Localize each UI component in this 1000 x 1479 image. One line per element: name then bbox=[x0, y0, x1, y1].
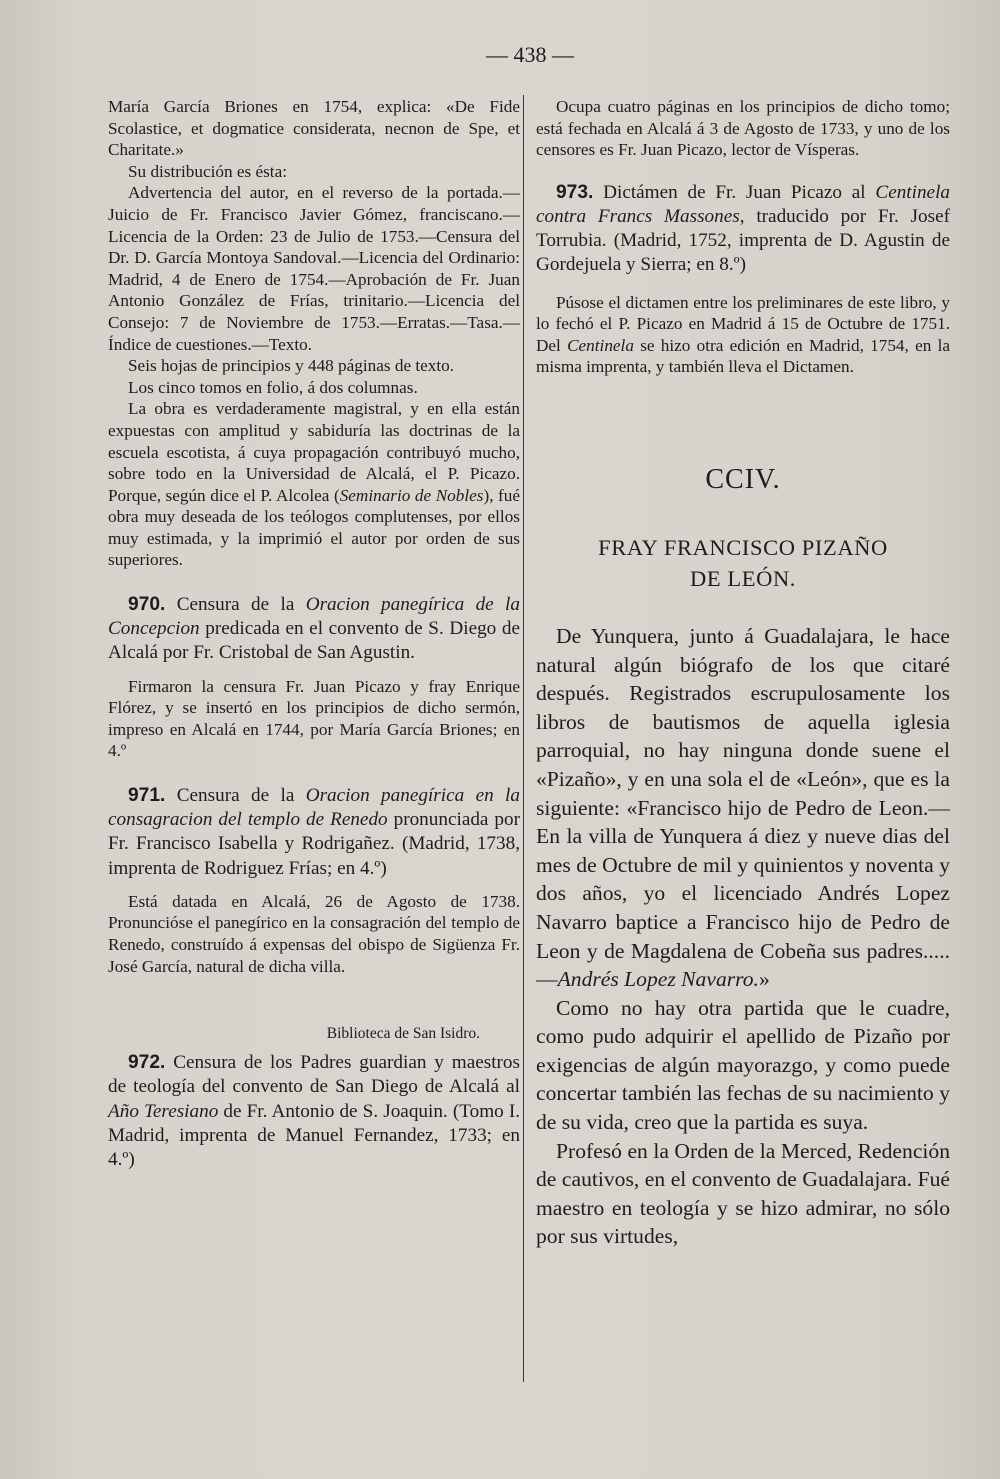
entry-972: 972. Censura de los Padres guardian y maestros de teología del convento de San Diego de Alcalá al Año Teresiano de Fr. Antonio de S. Joaquin. (Tomo I. Madrid, imprenta de Manuel Fernandez, 1733; en 4.º) bbox=[108, 1052, 521, 1171]
biography-paragraph-2: Como no hay otra partida que le cuadre, como pudo adquirir el apellido de Pizaño por exigencias de algún mayorazgo, y como puede concertar también las fechas de su nacimiento y de su vida, creo que la partida es suya. bbox=[536, 995, 950, 1135]
entry-number: 970. bbox=[128, 594, 166, 616]
chapter-number: CCIV. bbox=[705, 463, 781, 495]
page-number: — 438 — bbox=[486, 42, 574, 67]
italic-signature: Andrés Lopez Navarro. bbox=[557, 967, 759, 992]
entry-971-note: Está datada en Alcalá, 26 de Agosto de 1738. Pronuncióse el panegírico en la consagración del templo de Renedo, construído á expensas del obispo de Sigüenza Fr. José García, natural de dicha villa. bbox=[108, 891, 520, 976]
paragraph-intro: María García Briones en 1754, explica: «De Fide Scolastice, et dogmatice considerata, necnon de Spe, et Charitate.» bbox=[108, 97, 520, 160]
paragraph-occupies: Ocupa cuatro páginas en los principios de dicho tomo; está fechada en Alcalá á 3 de Agosto de 1733, y uno de los censores es Fr. Juan Picazo, lector de Vísperas. bbox=[536, 97, 950, 160]
paragraph-contents-list: Advertencia del autor, en el reverso de la portada.—Juicio de Fr. Francisco Javier Gómez, franciscano.—Licencia de la Orden: 23 de Julio de 1753.—Censura del Dr. D. García Montoya Sandoval.—Licencia del Ordinario: Madrid, 4 de Enero de 1754.—Aprobación de Fr. Juan Antonio González de Frías, trinitario.—Licencia del Consejo: 7 de Noviembre de 1753.—Erratas.—Tasa.—Índice de cuestiones.—Texto. bbox=[108, 183, 520, 354]
column-divider bbox=[523, 95, 524, 1382]
biography-paragraph-3: Profesó en la Orden de la Merced, Redención de cautivos, en el convento de Guadalajara. Fué maestro en teología y se hizo admirar, no sólo por sus virtudes, bbox=[536, 1138, 950, 1249]
italic-title: Oracion panegírica en la consagracion del templo de Renedo bbox=[108, 785, 520, 831]
entry-973: 973. Dictámen de Fr. Juan Picazo al Centinela contra Francs Massones, traducido por Fr. Josef Torrubia. (Madrid, 1752, imprenta de D. Agustin de Gordejuela y Sierra; en 8.º) bbox=[536, 181, 950, 276]
italic-title: Año Teresiano bbox=[108, 1100, 219, 1122]
paragraph-volumes: Los cinco tomos en folio, á dos columnas. bbox=[128, 377, 418, 397]
entry-971: 971. Censura de la Oracion panegírica en la consagracion del templo de Renedo pronunciada por Fr. Francisco Isabella y Rodrigañez. (Madrid, 1738, imprenta de Rodriguez Frías; en 4.º) bbox=[108, 785, 520, 879]
biography-paragraph-1: De Yunquera, junto á Guadalajara, le hace natural algún biógrafo de los que citaré después. Registrados escrupulosamente los libros de bautismos de aquella iglesia parroquial, no hay ninguna donde suene el «Pizaño», y en una sola el de «León», que es la siguiente: «Francisco hijo de Pedro de Leon.—En la villa de Yunquera á diez y nueve dias del mes de Octubre de mil y quinientos y noventa y dos años, yo el licenciado Andrés Lopez Navarro baptice a Francisco hijo de Pedro de Leon y de Magdalena de Cobeña sus padres.....—Andrés Lopez Navarro.» bbox=[536, 623, 950, 992]
chapter-title-line1: FRAY FRANCISCO PIZAÑO bbox=[598, 534, 888, 560]
paragraph-distribution: Su distribución es ésta: bbox=[128, 161, 287, 181]
italic-title: Oracion panegírica de la Concepcion bbox=[108, 594, 520, 640]
source-line: Biblioteca de San Isidro. bbox=[326, 1025, 480, 1043]
italic-title: Seminario de Nobles bbox=[339, 485, 484, 505]
chapter-title-line2: DE LEÓN. bbox=[689, 565, 797, 591]
left-column bbox=[108, 96, 520, 1172]
italic-title: Centinela contra Francs Massones bbox=[536, 181, 950, 227]
entry-number: 971. bbox=[128, 785, 166, 807]
entry-number: 973. bbox=[556, 181, 594, 203]
entry-number: 972. bbox=[128, 1052, 166, 1074]
right-column bbox=[536, 96, 950, 1251]
italic-title: Centinela bbox=[567, 335, 634, 355]
entry-973-note: Púsose el dictamen entre los preliminares de este libro, y lo fechó el P. Picazo en Madrid á 15 de Octubre de 1751. Del Centinela se hizo otra edición en Madrid, 1754, en la misma imprenta, y también lleva el Dictamen. bbox=[536, 292, 950, 377]
paragraph-sheets: Seis hojas de principios y 448 páginas de texto. bbox=[128, 356, 455, 376]
entry-970-note: Firmaron la censura Fr. Juan Picazo y fray Enrique Flórez, y se insertó en los principios de dicho sermón, impreso en Alcalá en 1744, por María García Briones; en 4.º bbox=[108, 676, 520, 761]
paragraph-work-description: La obra es verdaderamente magistral, y en ella están expuestas con amplitud y sabiduría las doctrinas de la escuela escotista, á cuya propagación contribuyó mucho, sobre todo en la Universidad de Alcalá, el P. Picazo. Porque, según dice el P. Alcolea (Seminario de Nobles), fué obra muy deseada de los teólogos complutenses, por ellos muy estimada, y la imprimió el autor por orden de sus superiores. bbox=[108, 399, 521, 570]
entry-970: 970. Censura de la Oracion panegírica de la Concepcion predicada en el convento de S. Diego de Alcalá por Fr. Cristobal de San Agustin. bbox=[108, 594, 520, 664]
